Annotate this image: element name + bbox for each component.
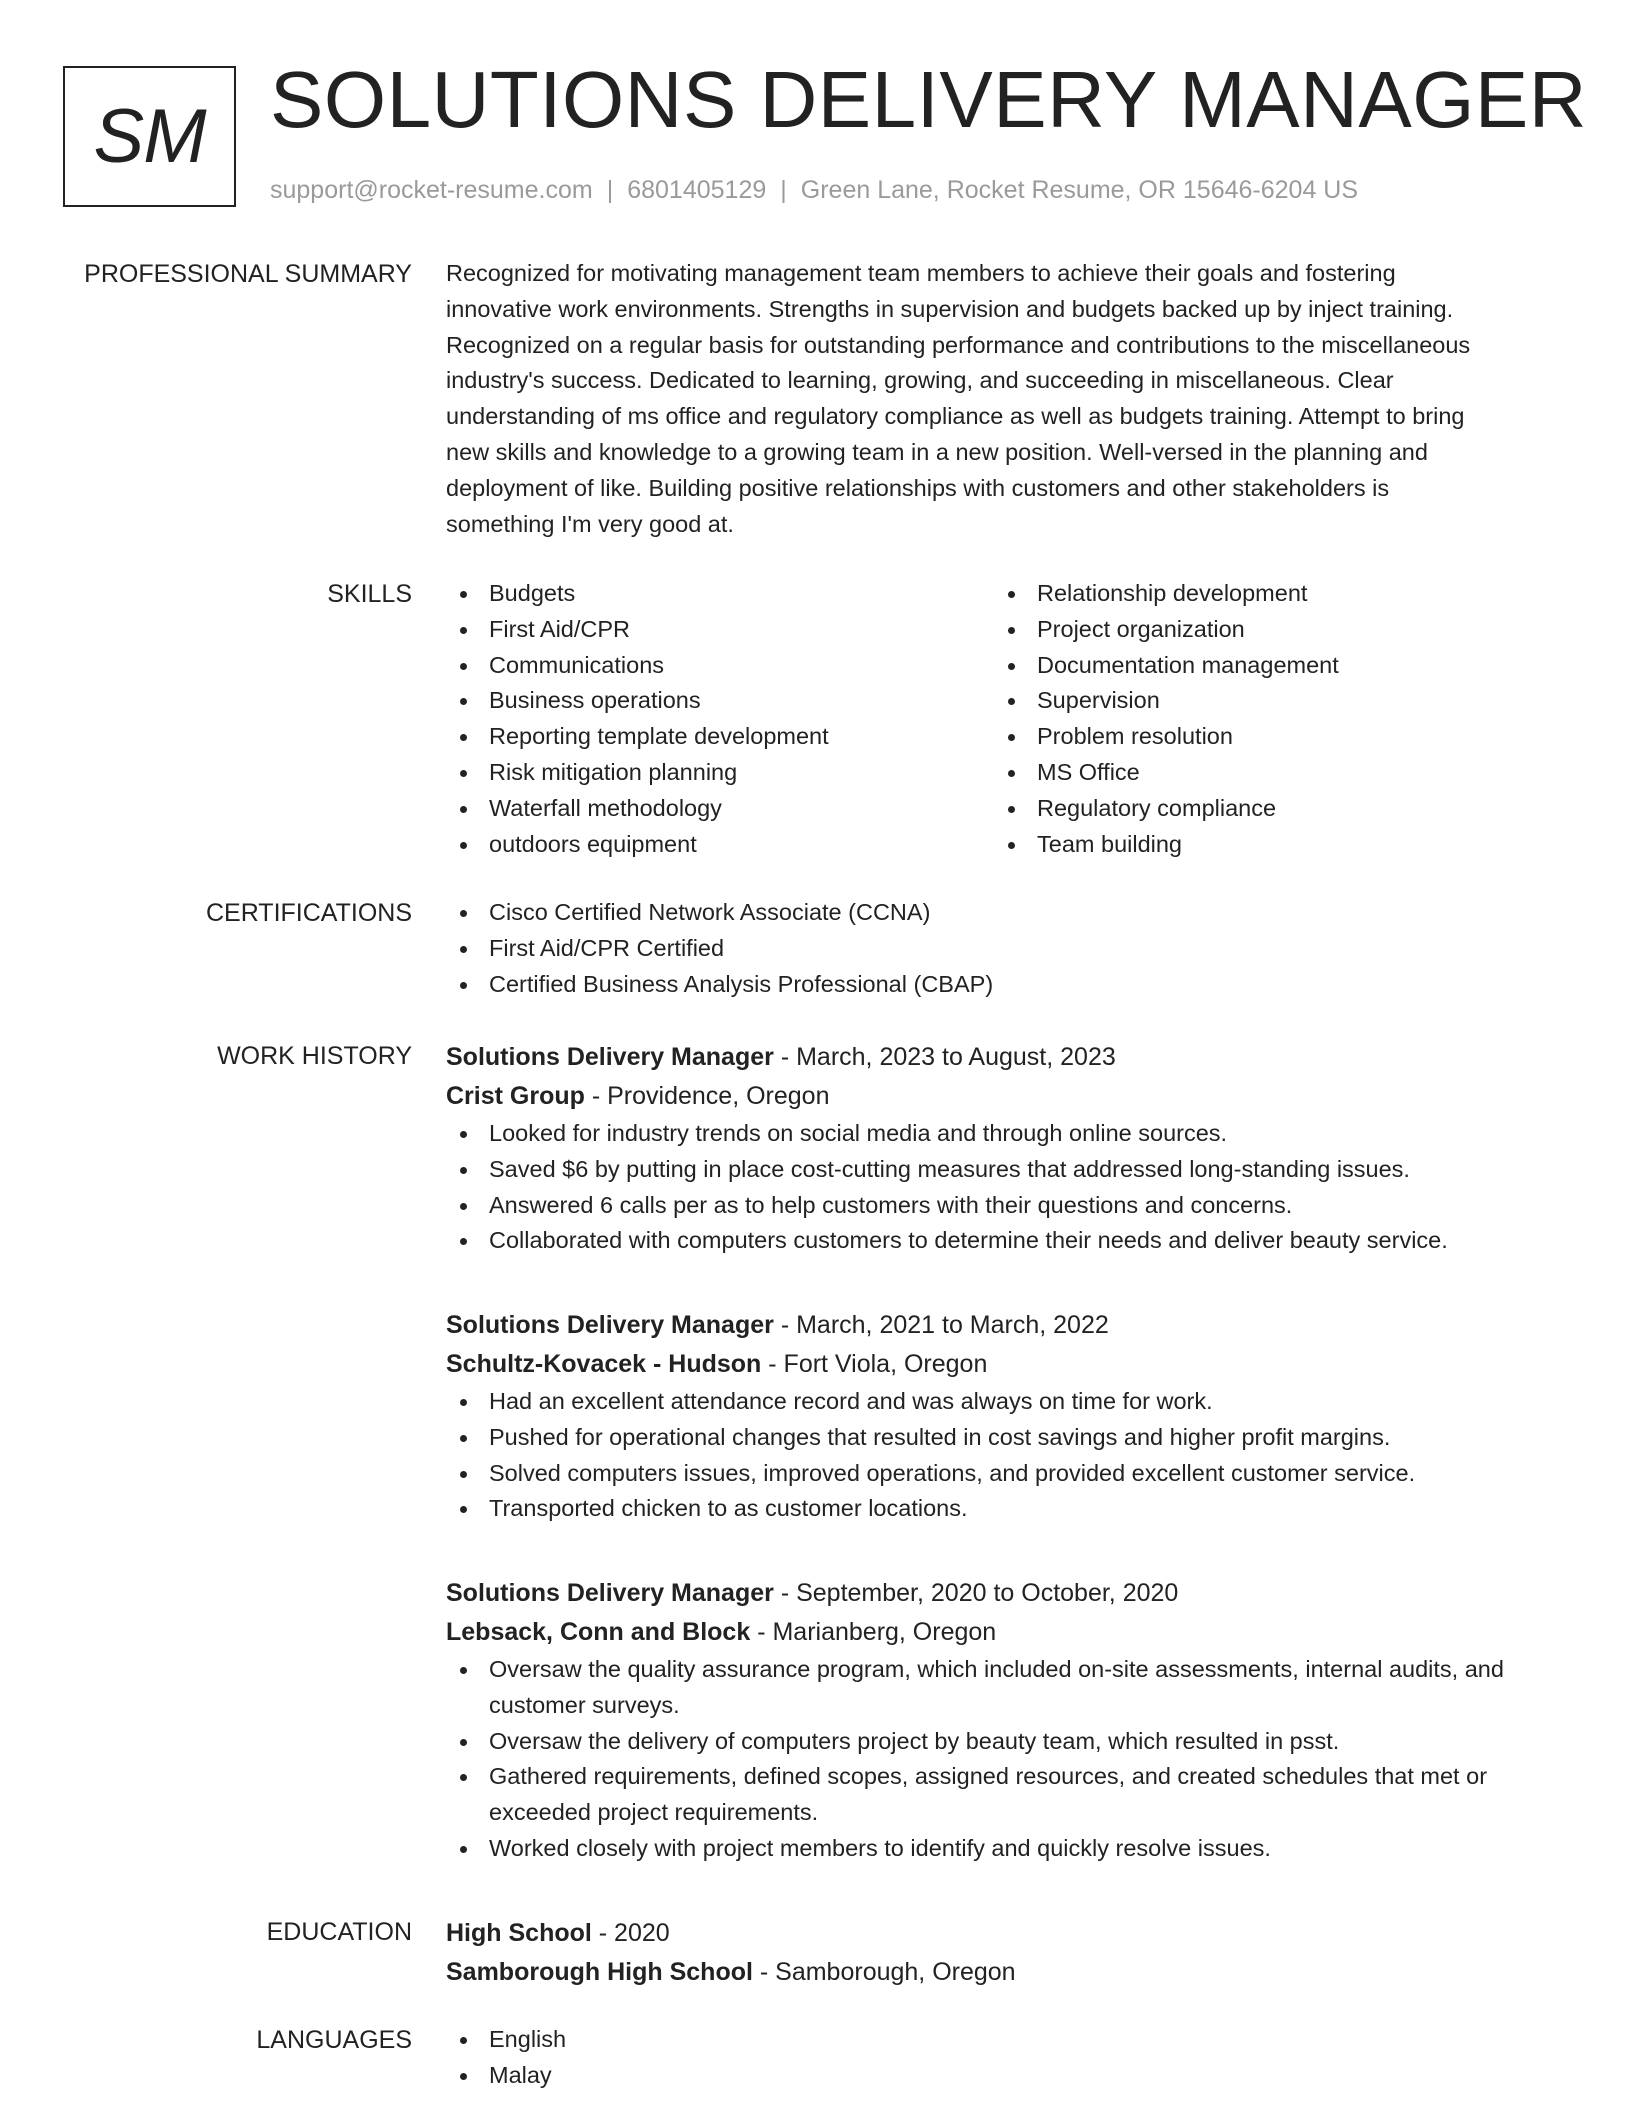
job-bullet: Saved $6 by putting in place cost-cutting measures that addressed long-standing issues.: [446, 1152, 1576, 1188]
job-entry: [446, 1574, 1576, 1867]
job-location: - Providence, Oregon: [584, 1082, 830, 1110]
job-bullets: [446, 1384, 1576, 1527]
job-bullet: Oversaw the quality assurance program, which included on-site assessments, internal audits, and customer surveys.: [446, 1652, 1576, 1724]
job-bullet: Oversaw the delivery of computers project by beauty team, which resulted in psst.: [446, 1724, 1576, 1760]
skills-column-left: [446, 576, 994, 862]
education-school-line: [446, 1952, 1576, 1992]
job-title-line: [446, 1038, 1576, 1076]
skill-item: Business operations: [446, 683, 994, 719]
job-bullet: Transported chicken to as customer locations.: [446, 1491, 1576, 1527]
certifications-bullets: [446, 895, 1576, 1002]
job-dates: - March, 2021 to March, 2022: [773, 1311, 1109, 1339]
skill-item: Reporting template development: [446, 719, 994, 755]
contact-email[interactable]: support@rocket-resume.com: [270, 176, 593, 204]
skill-item: Regulatory compliance: [994, 791, 1542, 827]
skills-heading: SKILLS: [327, 580, 412, 608]
job-bullet: Had an excellent attendance record and was always on time for work.: [446, 1384, 1576, 1420]
skills-list: [446, 576, 1576, 862]
job-location: - Marianberg, Oregon: [750, 1618, 997, 1646]
contact-address: Green Lane, Rocket Resume, OR 15646-6204 US: [800, 176, 1359, 204]
skill-item: Project organization: [994, 612, 1542, 648]
contact-separator: |: [780, 176, 787, 204]
education-school: Samborough High School: [446, 1958, 753, 1986]
language-item: English: [446, 2022, 1576, 2058]
job-dates: - March, 2023 to August, 2023: [773, 1043, 1116, 1071]
summary-line: understanding of ms office and regulatory compliance as well as budgets training. Attempt to bring: [446, 403, 1465, 430]
job-bullet: Pushed for operational changes that resulted in cost savings and higher profit margins.: [446, 1420, 1576, 1456]
job-entry: [446, 1306, 1576, 1527]
skill-item: Problem resolution: [994, 719, 1542, 755]
monogram-box: [63, 66, 236, 207]
certification-item: Certified Business Analysis Professional (CBAP): [446, 967, 1576, 1003]
skill-item: MS Office: [994, 755, 1542, 791]
language-item: Malay: [446, 2058, 1576, 2094]
contact-separator: |: [606, 176, 614, 204]
summary-line: industry's success. Dedicated to learning, growing, and succeeding in miscellaneous. Clear: [446, 367, 1394, 394]
languages-heading: LANGUAGES: [256, 2026, 412, 2054]
contact-phone[interactable]: 6801405129: [627, 176, 767, 204]
summary-line: innovative work environments. Strengths in supervision and budgets backed up by inject training.: [446, 295, 1454, 322]
summary-line: Recognized on a regular basis for outstanding performance and contributions to the miscellaneous: [446, 331, 1471, 358]
education-location: - Samborough, Oregon: [752, 1958, 1016, 1986]
job-bullet: Looked for industry trends on social media and through online sources.: [446, 1116, 1576, 1152]
monogram-initials: SM: [93, 93, 206, 179]
job-role: Solutions Delivery Manager: [446, 1311, 774, 1339]
job-company-line: [446, 1612, 1576, 1652]
summary-line: something I'm very good at.: [446, 510, 734, 537]
job-bullet: Gathered requirements, defined scopes, assigned resources, and created schedules that met or exceeded project requirements.: [446, 1759, 1576, 1831]
job-bullet: Worked closely with project members to identify and quickly resolve issues.: [446, 1831, 1576, 1867]
summary-line: Recognized for motivating management team members to achieve their goals and fostering: [446, 260, 1396, 286]
skill-item: Communications: [446, 648, 994, 684]
education-year: - 2020: [591, 1919, 670, 1947]
work-history-heading: WORK HISTORY: [217, 1042, 412, 1070]
languages-list: [446, 2022, 1576, 2094]
resume-title: SOLUTIONS DELIVERY MANAGER: [270, 55, 1588, 144]
job-company: Lebsack, Conn and Block: [446, 1618, 751, 1646]
job-company-line: [446, 1076, 1576, 1116]
skills-column-right: [994, 576, 1542, 862]
job-title-line: [446, 1306, 1576, 1344]
skill-item: Supervision: [994, 683, 1542, 719]
skill-item: Risk mitigation planning: [446, 755, 994, 791]
certification-item: First Aid/CPR Certified: [446, 931, 1576, 967]
job-dates: - September, 2020 to October, 2020: [773, 1579, 1179, 1607]
education-heading: EDUCATION: [266, 1918, 412, 1946]
job-bullets: [446, 1652, 1576, 1867]
job-bullets: [446, 1116, 1576, 1259]
contact-line: [270, 175, 1358, 205]
job-company: Crist Group: [446, 1082, 585, 1110]
summary-heading: PROFESSIONAL SUMMARY: [84, 260, 412, 288]
job-bullet: Collaborated with computers customers to determine their needs and deliver beauty service.: [446, 1223, 1576, 1259]
skill-item: Team building: [994, 827, 1542, 863]
job-company-line: [446, 1344, 1576, 1384]
job-company: Schultz-Kovacek - Hudson: [446, 1350, 762, 1378]
skill-item: First Aid/CPR: [446, 612, 994, 648]
skill-item: Waterfall methodology: [446, 791, 994, 827]
job-bullet: Answered 6 calls per as to help customers with their questions and concerns.: [446, 1188, 1576, 1224]
skill-item: Relationship development: [994, 576, 1542, 612]
languages-bullets: [446, 2022, 1576, 2094]
summary-text: [446, 256, 1576, 542]
education-entry: [446, 1914, 1576, 1992]
skill-item: Documentation management: [994, 648, 1542, 684]
summary-line: deployment of like. Building positive relationships with customers and other stakeholders is: [446, 474, 1390, 501]
education-degree-line: [446, 1914, 1576, 1952]
job-location: - Fort Viola, Oregon: [761, 1350, 988, 1378]
certifications-list: [446, 895, 1576, 1002]
skill-item: Budgets: [446, 576, 994, 612]
certification-item: Cisco Certified Network Associate (CCNA): [446, 895, 1576, 931]
job-bullet: Solved computers issues, improved operations, and provided excellent customer service.: [446, 1456, 1576, 1492]
job-role: Solutions Delivery Manager: [446, 1579, 774, 1607]
education-degree: High School: [446, 1919, 592, 1947]
summary-line: new skills and knowledge to a growing team in a new position. Well-versed in the planning and: [446, 438, 1428, 465]
skill-item: outdoors equipment: [446, 827, 994, 863]
job-role: Solutions Delivery Manager: [446, 1043, 774, 1071]
job-entry: [446, 1038, 1576, 1259]
job-title-line: [446, 1574, 1576, 1612]
certifications-heading: CERTIFICATIONS: [205, 899, 412, 927]
